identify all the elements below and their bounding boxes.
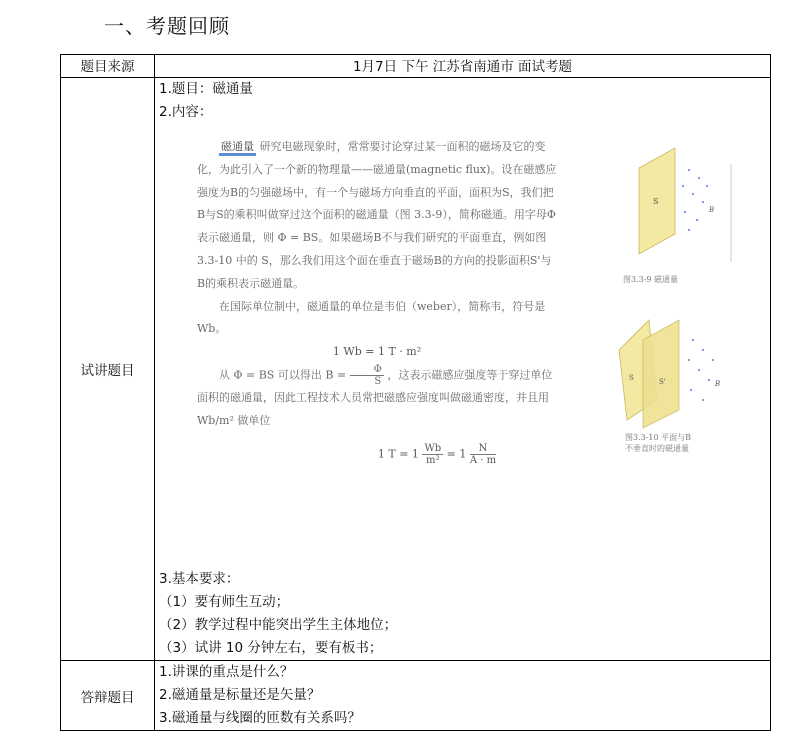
label-s: S: [653, 197, 659, 206]
table-header-row: [61, 55, 771, 78]
figure-perpendicular-plane: [595, 134, 745, 274]
section-heading: 一、考题回顾: [104, 14, 230, 38]
lecture-content-cell: [155, 78, 771, 661]
lecture-row: [61, 78, 771, 661]
para3-pre: 从 Φ = BS 可以得出 B =: [219, 368, 347, 382]
frac2-den: A · m: [469, 454, 497, 466]
question-item: 1.讲课的重点是什么？: [159, 664, 294, 680]
excerpt-para1: 研究电磁现象时，常常要讨论穿过某一面积的磁场及它的变化，为此引入了一个新的物理量——磁通量(magnetic flux)。设在磁感应强度为B的匀强磁场中，有一个与磁场方向垂直的平面，面积为S，我们把B与S的乘积叫做穿过这个面积的磁通量（图 3.3-9），简称磁通。用字母Φ表示磁通量，则 Φ = BS。如果磁场B不与我们研究的平面垂直，例如图 3.3-10 中的 S，那么我们用这个面在垂直于磁场B的方向的投影面积S'与B的乘积表示磁通量。: [197, 140, 557, 290]
excerpt-para3: [197, 364, 557, 433]
requirement-item: （1）要有师生互动；: [159, 594, 290, 610]
fig2-caption: [625, 432, 691, 454]
fig2-caption-line1: 图3.3-10 平面与B: [625, 433, 692, 442]
fraction-phi-over-s: [350, 364, 384, 387]
lecture-label-cell: 试讲题目: [61, 78, 155, 661]
fraction-n-over-am: [470, 443, 496, 466]
requirements-title: 3.基本要求：: [159, 571, 240, 587]
label-s-prime: S': [659, 378, 666, 386]
frac-den: S: [374, 375, 382, 387]
defense-label-cell: 答辩题目: [61, 661, 155, 731]
frac1-num: Wb: [424, 442, 442, 454]
source-label-cell: 题目来源: [61, 55, 155, 78]
excerpt-text: [197, 136, 557, 466]
fraction-wb-over-m2: [422, 443, 443, 466]
frac1-den: m²: [426, 454, 440, 466]
highlighted-term: 磁通量: [219, 140, 256, 156]
requirement-item: （2）教学过程中能突出学生主体地位；: [159, 617, 398, 633]
figure-tilted-plane: [599, 300, 749, 430]
para3-post: ，这表示磁感应强度等于穿过单位面积的磁通量，因此工程技术人员常把磁感应强度叫做磁通密度，并且用 Wb/m² 做单位: [197, 368, 553, 428]
textbook-excerpt: [155, 124, 770, 564]
formula2-pre: 1 T = 1: [377, 447, 419, 461]
frac2-num: N: [470, 443, 496, 455]
topic-line: 1.题目：磁通量: [159, 81, 253, 97]
question-item: 2.磁通量是标量还是矢量？: [159, 687, 321, 703]
label-b: B: [709, 206, 715, 214]
label-s-tilted: S: [629, 374, 634, 382]
exam-table: [60, 54, 771, 731]
content-label: 2.内容：: [159, 104, 213, 120]
defense-content-cell: [155, 661, 771, 731]
formula-tesla: [197, 443, 557, 466]
source-value-cell: 1月7日 下午 江苏省南通市 面试考题: [155, 55, 771, 78]
defense-row: [61, 661, 771, 731]
fig1-caption: 图3.3-9 磁通量: [623, 275, 679, 284]
formula2-mid: = 1: [446, 447, 467, 461]
requirement-item: （3）试讲 10 分钟左右，要有板书；: [159, 640, 383, 656]
excerpt-para2: 在国际单位制中，磁通量的单位是韦伯（weber），简称韦，符号是 Wb。: [197, 299, 546, 336]
question-item: 3.磁通量与线圈的匝数有关系吗？: [159, 710, 361, 726]
field-dots: [682, 169, 708, 231]
field-dots-2: [688, 339, 714, 401]
fig2-caption-line2: 不垂直时的磁通量: [625, 444, 689, 453]
label-b-2: B: [715, 380, 721, 388]
frac-num: Φ: [350, 364, 384, 376]
formula-weber: 1 Wb = 1 T · m²: [332, 345, 422, 359]
requirements-block: [155, 564, 770, 660]
